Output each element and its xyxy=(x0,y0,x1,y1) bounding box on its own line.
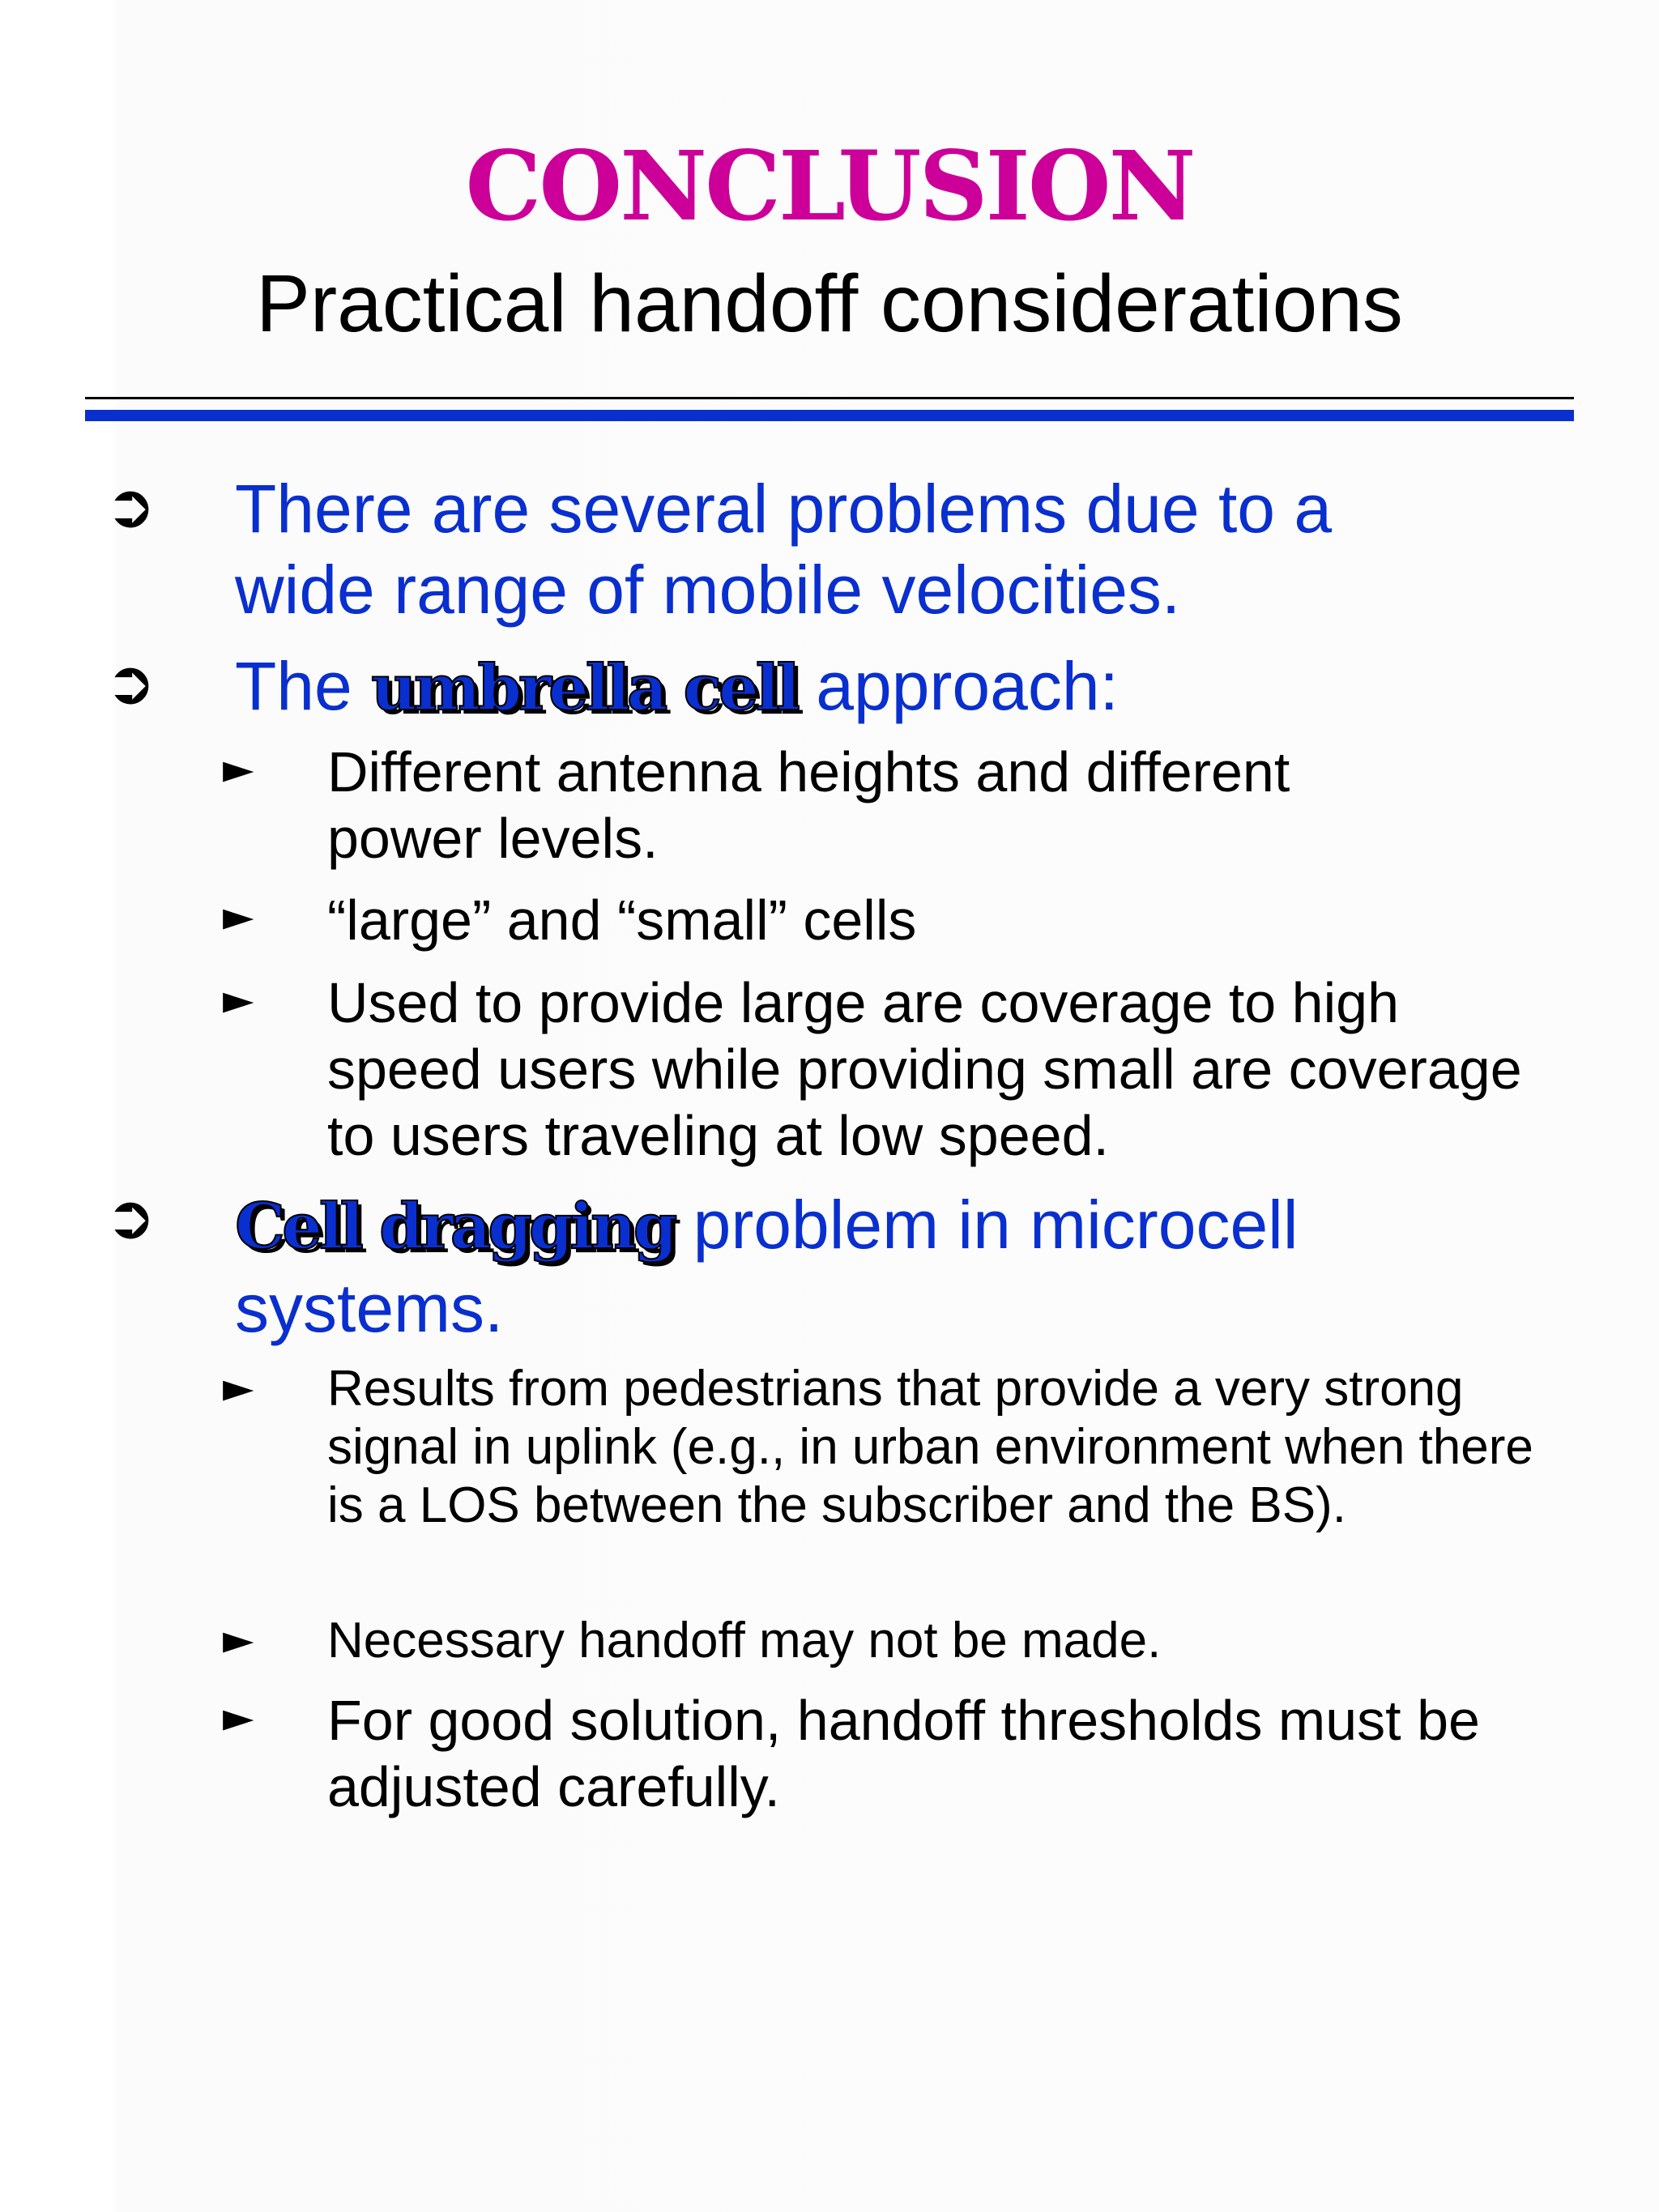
triangle-bullet-icon: ► xyxy=(223,976,254,1023)
bullet-3-sub-2-text: Necessary handoff may not be made. xyxy=(327,1613,1162,1669)
arrow-bullet-icon: ➲ xyxy=(105,648,156,718)
arrow-bullet-icon: ➲ xyxy=(105,1183,156,1252)
bullet-2-suffix: approach: xyxy=(796,648,1119,724)
slide-subtitle: Practical handoff considerations xyxy=(256,258,1403,349)
bullet-3-sub-1-text: Results from pedestrians that provide a very strong signal in uplink (e.g., in urban environment when there is a LOS between the subscriber and the BS). xyxy=(327,1361,1533,1533)
divider-thick xyxy=(85,410,1574,421)
triangle-bullet-icon: ► xyxy=(223,1364,254,1411)
bullet-3-sub-3-text: For good solution, handoff thresholds must be adjusted carefully. xyxy=(327,1689,1480,1818)
slide-title: CONCLUSION xyxy=(465,130,1194,242)
cell-dragging-emphasis: Cell dragging xyxy=(235,1190,675,1264)
triangle-bullet-icon: ► xyxy=(223,745,254,792)
arrow-bullet-icon: ➲ xyxy=(105,471,156,541)
umbrella-cell-emphasis: umbrella cell xyxy=(371,651,797,725)
bullet-1-text: There are several problems due to a wide range of mobile velocities. xyxy=(235,471,1333,628)
bullet-2-sub-2-text: “large” and “small” cells xyxy=(327,889,917,952)
bullet-2-text xyxy=(235,646,1612,729)
bullet-3-suffix: problem in microcell systems. xyxy=(235,1187,1299,1346)
bullet-2-prefix: The xyxy=(235,648,372,724)
triangle-bullet-icon: ► xyxy=(223,893,254,940)
bullet-2-sub-1-text: Different antenna heights and different power levels. xyxy=(327,740,1290,870)
bullet-3-text xyxy=(235,1184,1450,1349)
divider-thin xyxy=(85,397,1574,399)
triangle-bullet-icon: ► xyxy=(223,1616,254,1663)
bullet-2-sub-3-text: Used to provide large are coverage to high speed users while providing small are coverage to users traveling at low speed. xyxy=(327,971,1522,1167)
triangle-bullet-icon: ► xyxy=(223,1694,254,1741)
